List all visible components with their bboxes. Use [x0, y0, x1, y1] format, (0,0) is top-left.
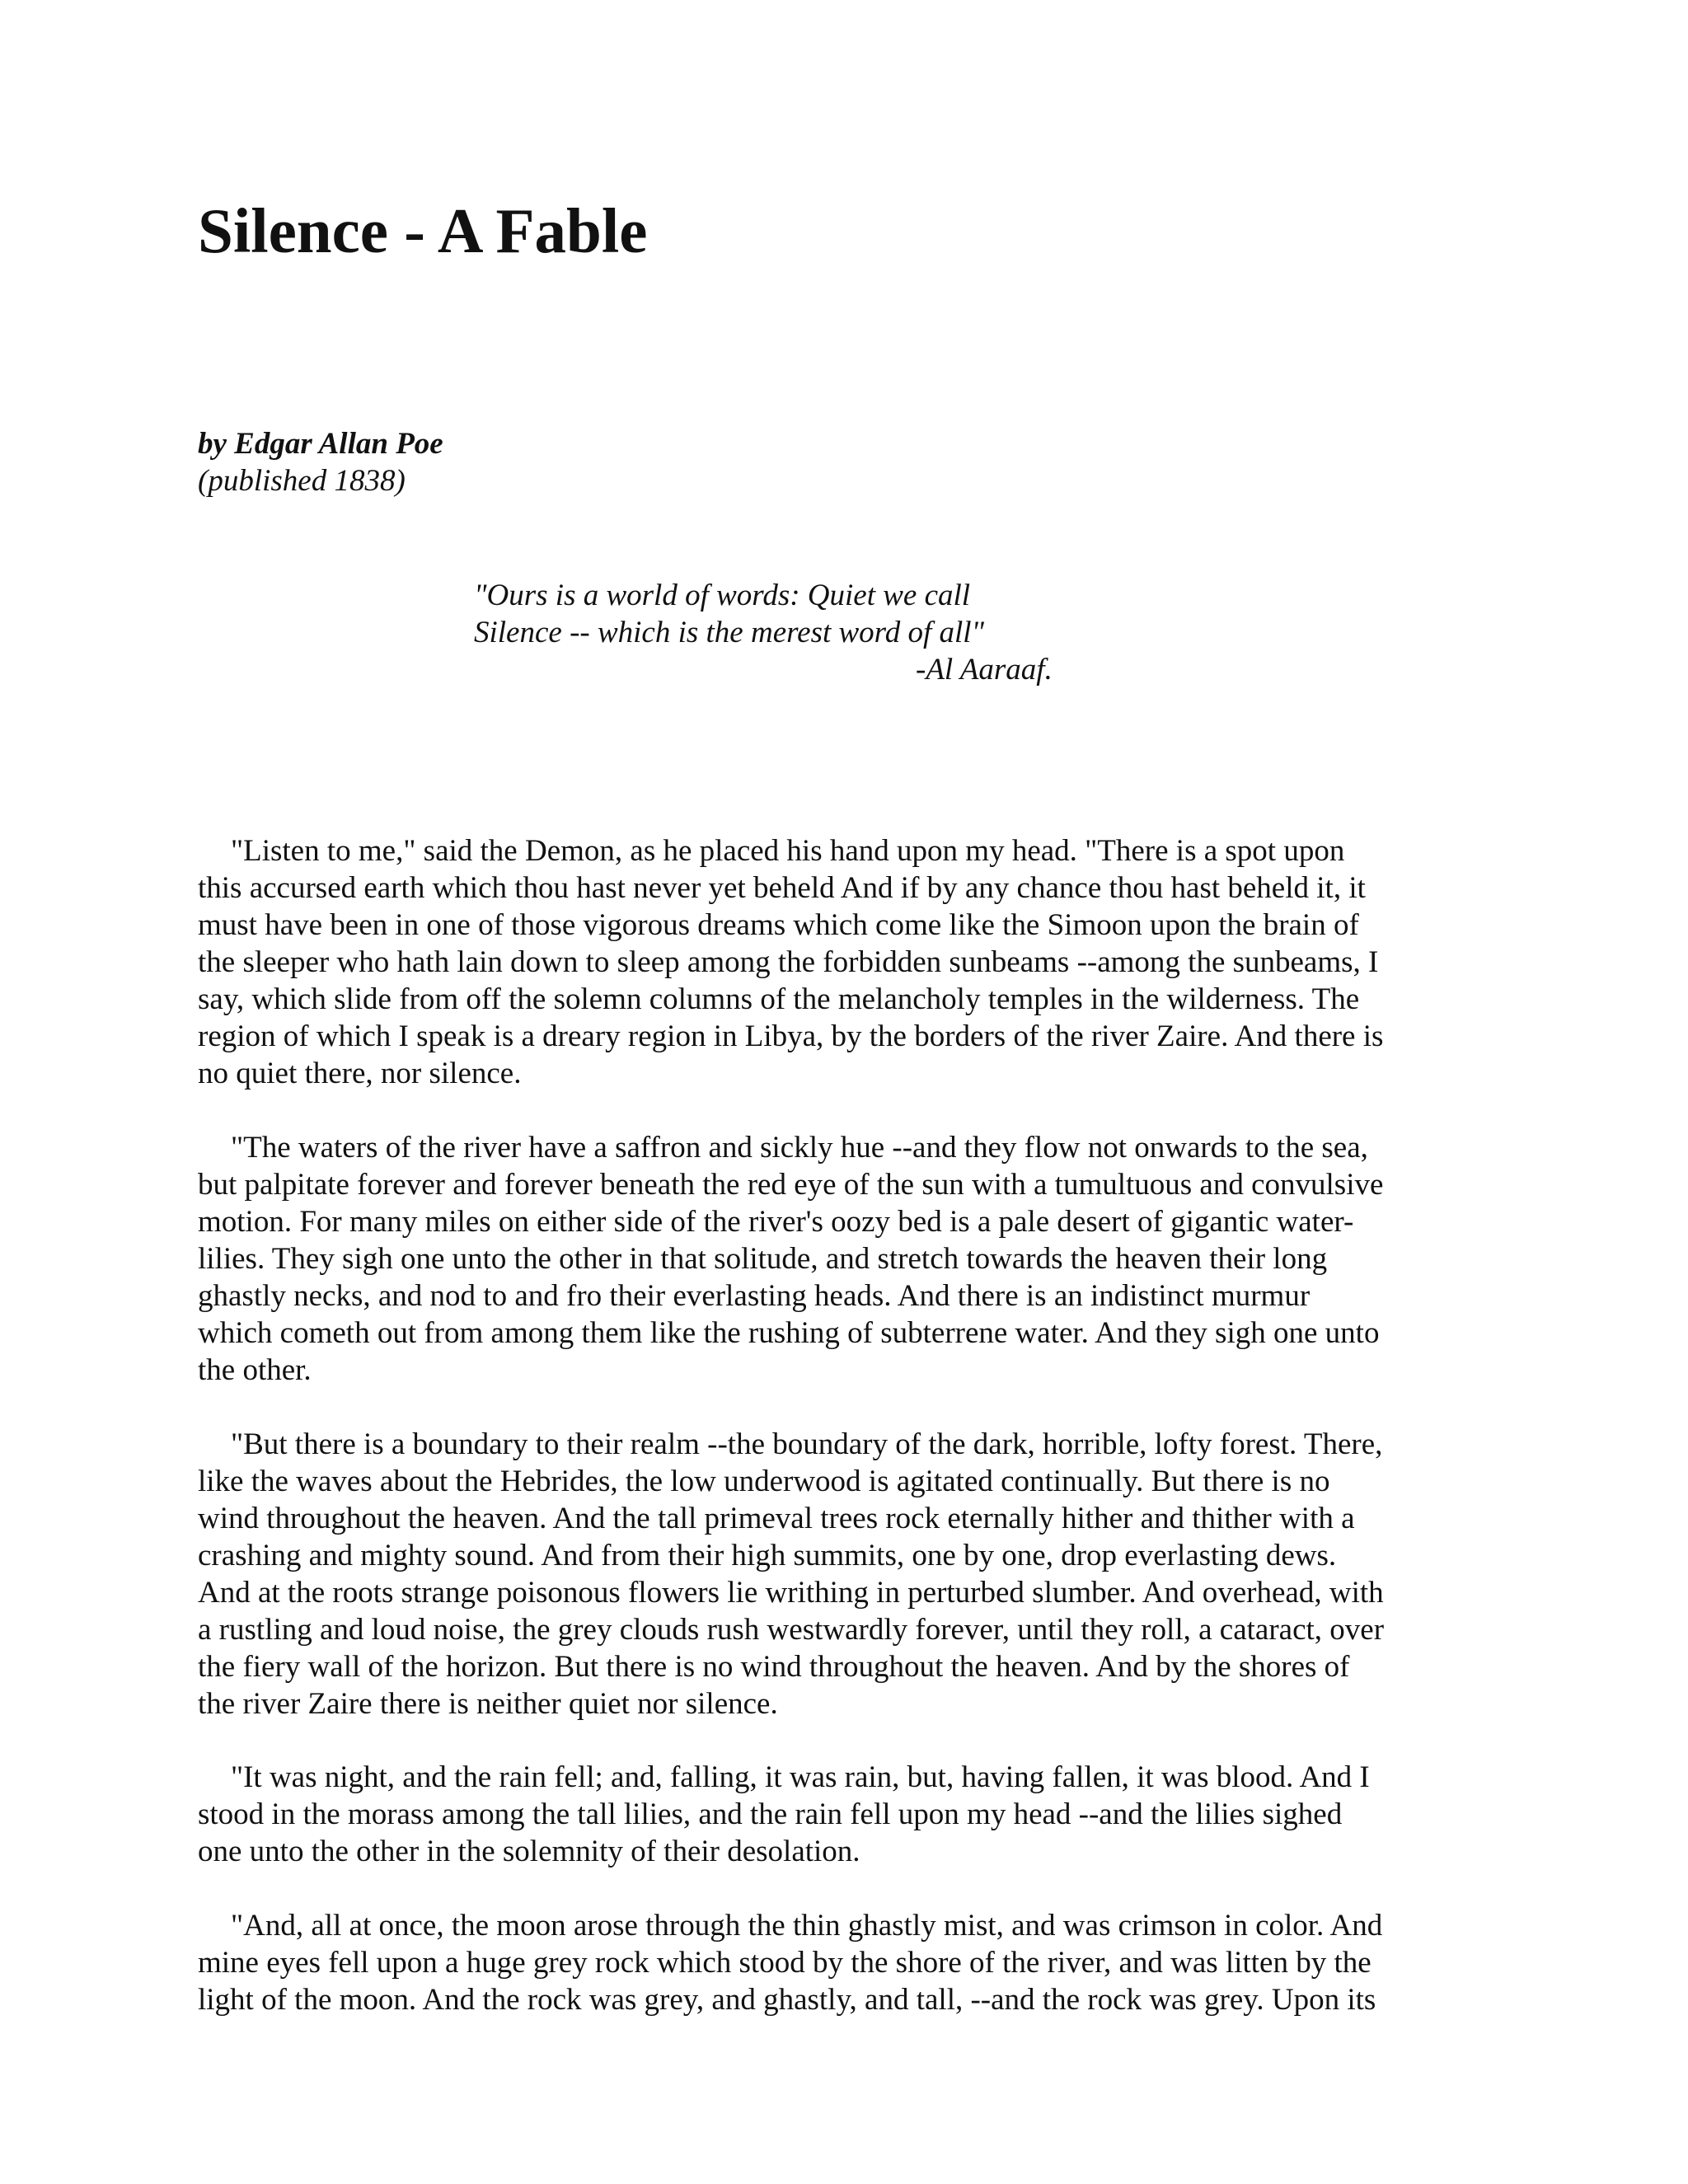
text-line: which cometh out from among them like the rushing of subterrene water. And they sigh one unto: [198, 1316, 1380, 1350]
text-line: the river Zaire there is neither quiet nor silence.: [198, 1687, 778, 1721]
text-line: mine eyes fell upon a huge grey rock which stood by the shore of the river, and was litten by the: [198, 1946, 1372, 1980]
text-line: the fiery wall of the horizon. But there is no wind throughout the heaven. And by the shores of: [198, 1650, 1350, 1684]
epigraph-attribution: -Al Aaraaf.: [916, 653, 1053, 687]
text-line: "It was night, and the rain fell; and, falling, it was rain, but, having fallen, it was blood. And I: [231, 1760, 1370, 1794]
paragraph: [198, 832, 1383, 1092]
text-line: crashing and mighty sound. And from their high summits, one by one, drop everlasting dews.: [198, 1539, 1337, 1572]
page-title: Silence - A Fable: [198, 195, 648, 266]
byline: [198, 425, 443, 499]
author-line: by Edgar Allan Poe: [198, 427, 443, 461]
text-line: like the waves about the Hebrides, the low underwood is agitated continually. But there is no: [198, 1465, 1330, 1498]
epigraph: [474, 577, 1053, 688]
epigraph-line: "Ours is a world of words: Quiet we call: [474, 579, 971, 612]
text-line: region of which I speak is a dreary region in Libya, by the borders of the river Zaire. And there is: [198, 1019, 1384, 1053]
text-line: but palpitate forever and forever beneath the red eye of the sun with a tumultuous and convulsive: [198, 1168, 1384, 1202]
publication-date: (published 1838): [198, 464, 406, 498]
text-line: stood in the morass among the tall lilies, and the rain fell upon my head --and the lilies sighed: [198, 1797, 1343, 1831]
text-line: a rustling and loud noise, the grey clouds rush westwardly forever, until they roll, a cataract, over: [198, 1613, 1385, 1647]
text-line: "And, all at once, the moon arose through the thin ghastly mist, and was crimson in color. And: [231, 1909, 1383, 1943]
text-line: motion. For many miles on either side of the river's oozy bed is a pale desert of gigantic water-: [198, 1205, 1354, 1239]
text-line: "Listen to me," said the Demon, as he placed his hand upon my head. "There is a spot upon: [231, 834, 1345, 868]
text-line: wind throughout the heaven. And the tall primeval trees rock eternally hither and thither with a: [198, 1502, 1355, 1535]
text-line: say, which slide from off the solemn columns of the melancholy temples in the wilderness. The: [198, 982, 1360, 1016]
text-line: lilies. They sigh one unto the other in that solitude, and stretch towards the heaven their long: [198, 1242, 1328, 1276]
text-line: "The waters of the river have a saffron and sickly hue --and they flow not onwards to the sea,: [231, 1131, 1368, 1165]
text-line: And at the roots strange poisonous flowers lie writhing in perturbed slumber. And overhead, with: [198, 1576, 1384, 1610]
text-line: light of the moon. And the rock was grey, and ghastly, and tall, --and the rock was grey. Upon its: [198, 1983, 1376, 2017]
text-line: this accursed earth which thou hast never yet beheld And if by any chance thou hast beheld it, it: [198, 871, 1366, 905]
paragraph: [198, 1129, 1383, 1389]
text-line: one unto the other in the solemnity of their desolation.: [198, 1835, 860, 1868]
paragraph: [198, 1759, 1370, 1870]
text-line: must have been in one of those vigorous dreams which come like the Simoon upon the brain of: [198, 908, 1359, 942]
text-line: the other.: [198, 1353, 312, 1387]
paragraph: [198, 1907, 1382, 2018]
text-line: no quiet there, nor silence.: [198, 1057, 522, 1090]
text-line: "But there is a boundary to their realm --the boundary of the dark, horrible, lofty forest. There,: [231, 1427, 1383, 1461]
epigraph-line: Silence -- which is the merest word of all": [474, 616, 985, 649]
text-line: ghastly necks, and nod to and fro their everlasting heads. And there is an indistinct murmur: [198, 1279, 1311, 1313]
text-line: the sleeper who hath lain down to sleep among the forbidden sunbeams --among the sunbeams, I: [198, 945, 1379, 979]
paragraph: [198, 1426, 1384, 1722]
